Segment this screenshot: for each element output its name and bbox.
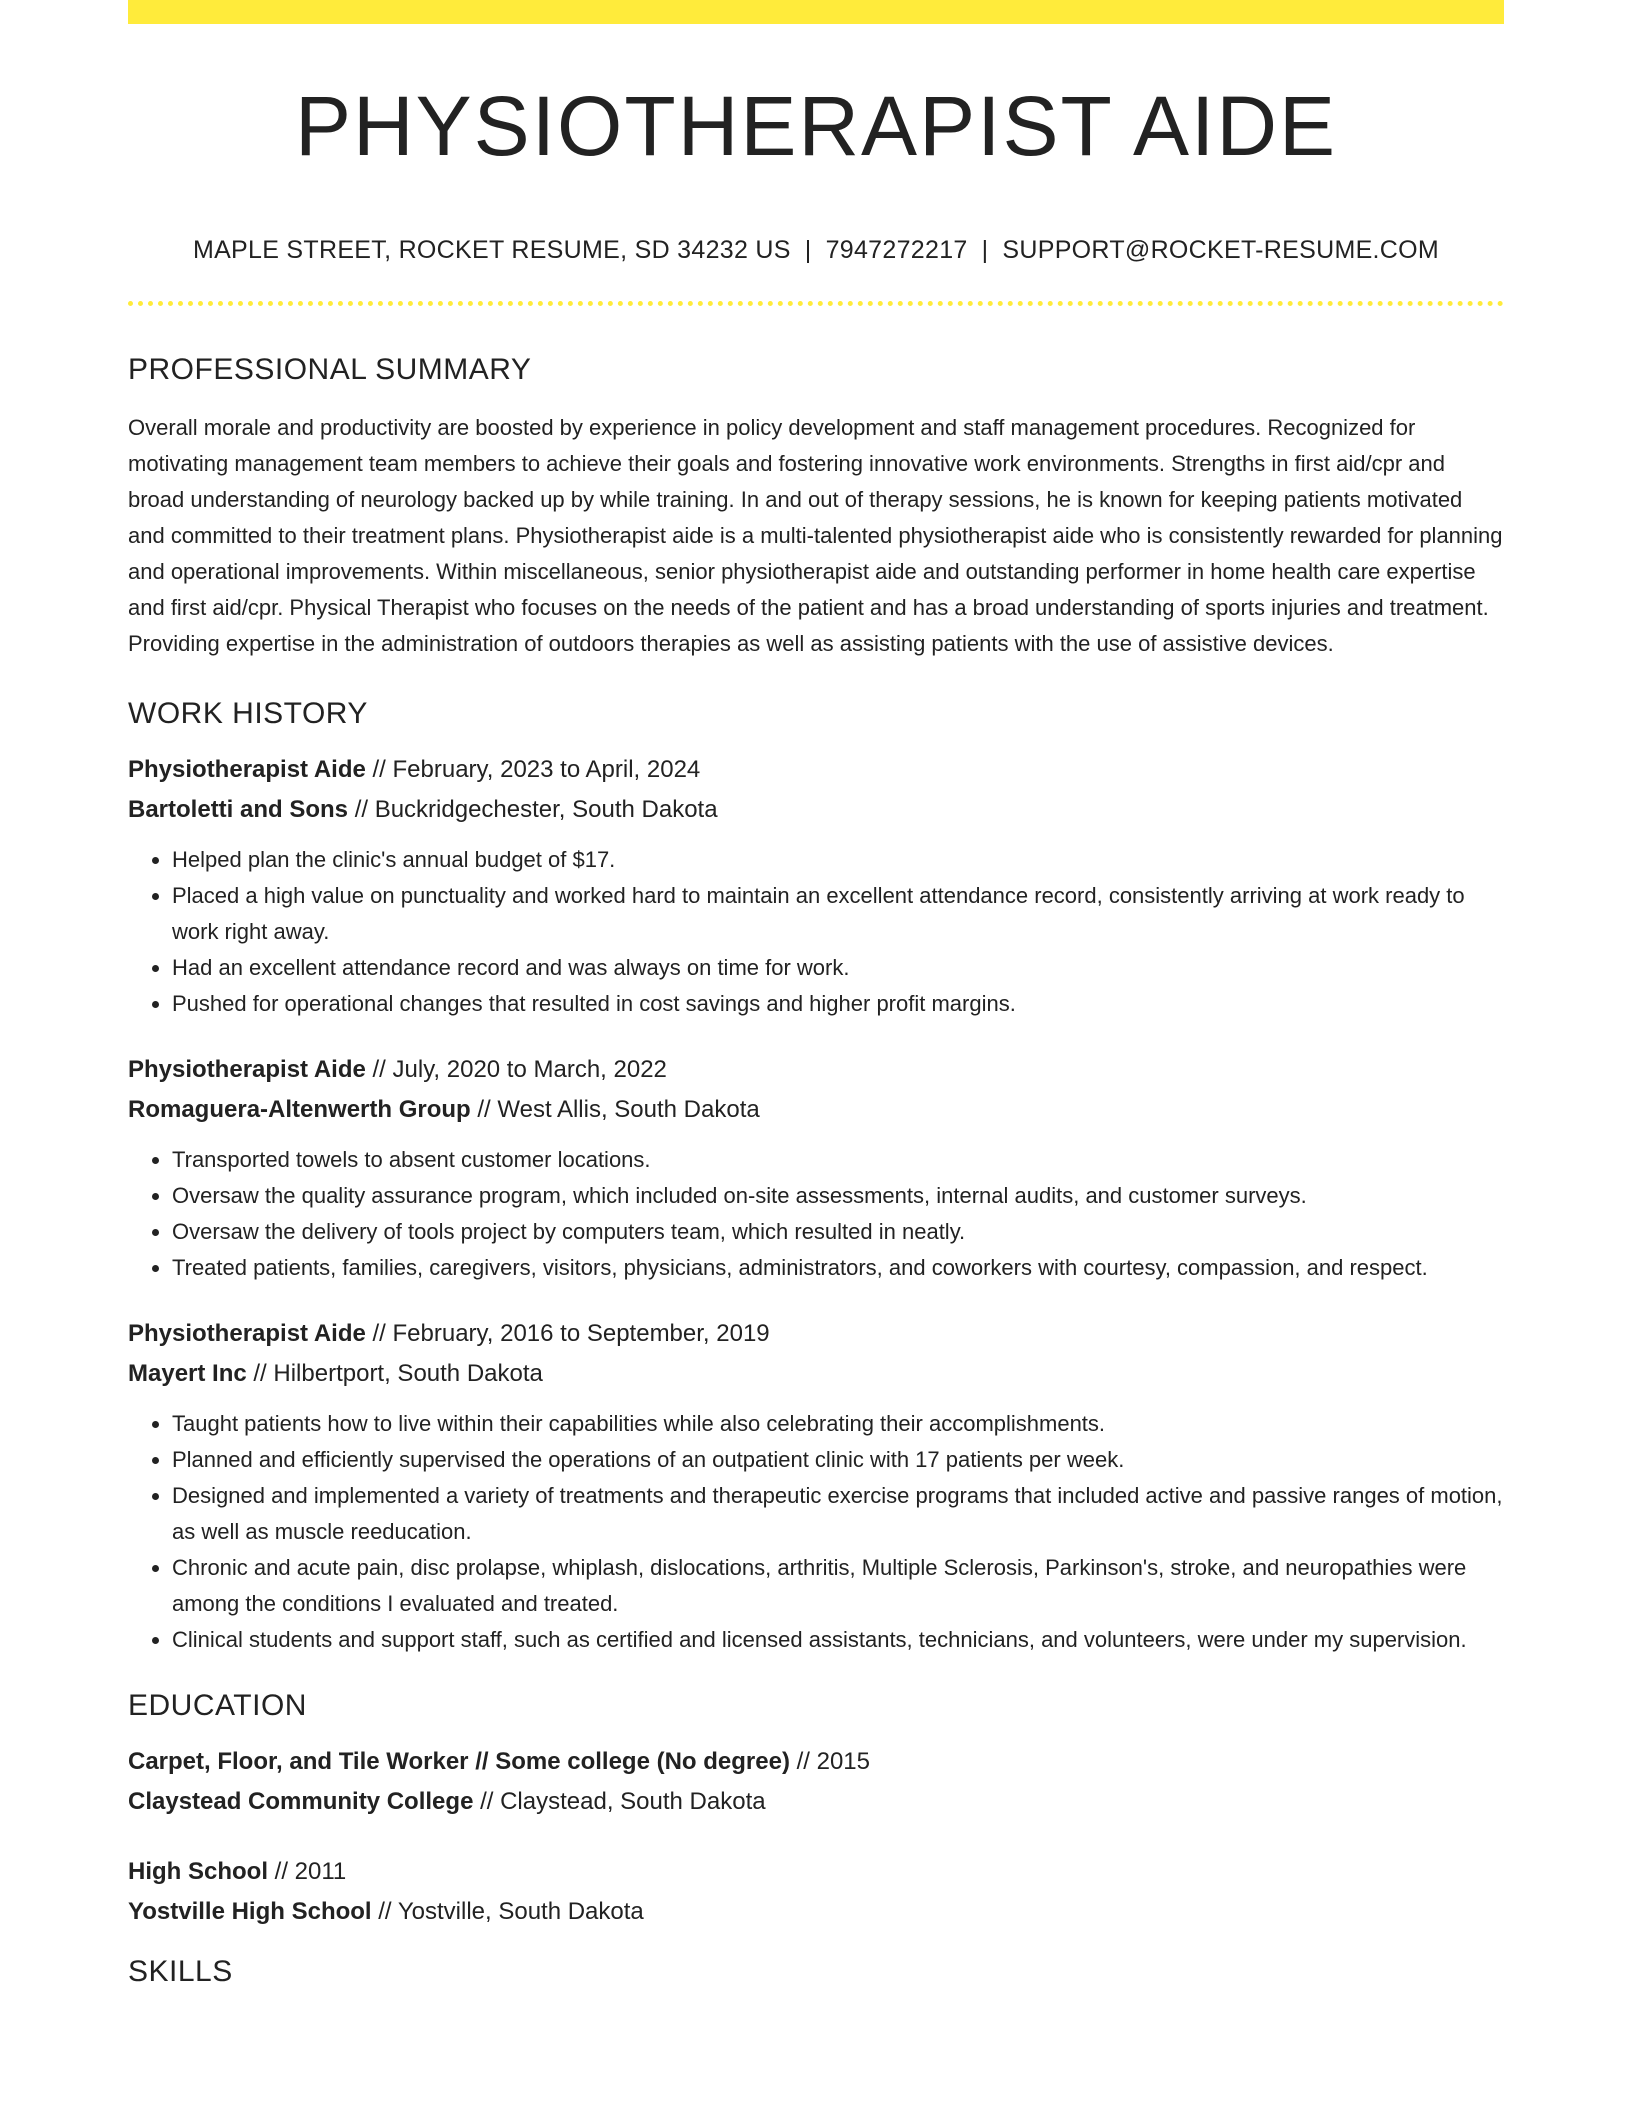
resume-page xyxy=(128,0,1504,1990)
job-title-line xyxy=(128,1314,1504,1354)
education-school: Claystead Community College xyxy=(128,1788,474,1815)
job-title-line xyxy=(128,1050,1504,1090)
job-bullet: • Oversaw the quality assurance program, which included on-site assessments, internal audits, and customer surveys. xyxy=(172,1178,1504,1214)
job-company-line xyxy=(128,790,1504,830)
job-bullets xyxy=(128,1406,1504,1658)
contact-address: MAPLE STREET, ROCKET RESUME, SD 34232 US xyxy=(192,236,791,264)
job-entry xyxy=(128,750,1504,1022)
job-bullets xyxy=(128,1142,1504,1286)
job-dates: // February, 2023 to April, 2024 xyxy=(365,756,701,783)
education-entry xyxy=(128,1852,1504,1932)
job-bullet: • Taught patients how to live within their capabilities while also celebrating their accomplishments. xyxy=(172,1406,1504,1442)
job-bullet: • Transported towels to absent customer locations. xyxy=(172,1142,1504,1178)
section-title-summary: PROFESSIONAL SUMMARY xyxy=(128,353,532,386)
job-bullet: • Chronic and acute pain, disc prolapse, whiplash, dislocations, arthritis, Multiple Sclerosis, Parkinson's, stroke, and neuropathies were among the conditions I evaluated and treated. xyxy=(172,1550,1504,1622)
job-company-line xyxy=(128,1090,1504,1130)
job-entry xyxy=(128,1050,1504,1286)
education-degree-line xyxy=(128,1742,1504,1782)
education-degree-line xyxy=(128,1852,1504,1892)
contact-email[interactable]: SUPPORT@ROCKET-RESUME.COM xyxy=(1002,236,1440,264)
education-entry xyxy=(128,1742,1504,1822)
job-role: Physiotherapist Aide xyxy=(128,756,366,783)
job-company: Mayert Inc xyxy=(128,1360,247,1387)
job-company-line xyxy=(128,1354,1504,1394)
job-location: // West Allis, South Dakota xyxy=(470,1096,760,1123)
education-school-line xyxy=(128,1892,1504,1932)
education-year: // 2015 xyxy=(789,1748,870,1775)
job-bullet: • Had an excellent attendance record and was always on time for work. xyxy=(172,950,1504,986)
education-location: // Yostville, South Dakota xyxy=(371,1898,644,1925)
education-school-line xyxy=(128,1782,1504,1822)
job-bullet: • Oversaw the delivery of tools project by computers team, which resulted in neatly. xyxy=(172,1214,1504,1250)
job-title-line xyxy=(128,750,1504,790)
top-accent-bar xyxy=(128,0,1504,24)
summary-paragraph: Overall morale and productivity are boosted by experience in policy development and staff management procedures. Recognized for motivating management team members to achieve their goals and fostering innovative work environments. Strengths in first aid/cpr and broad understanding of neurology backed up by while training. In and out of therapy sessions, he is known for keeping patients motivated and committed to their treatment plans. Physiotherapist aide is a multi-talented physiotherapist aide who is consistently rewarded for planning and operational improvements. Within miscellaneous, senior physiotherapist aide and outstanding performer in home health care expertise and first aid/cpr. Physical Therapist who focuses on the needs of the patient and has a broad understanding of sports injuries and treatment. Providing expertise in the administration of outdoors therapies as well as assisting patients with the use of assistive devices. xyxy=(128,415,1503,656)
job-bullet: • Helped plan the clinic's annual budget of $17. xyxy=(172,842,1504,878)
contact-line xyxy=(128,236,1504,265)
job-dates: // July, 2020 to March, 2022 xyxy=(365,1056,667,1083)
job-dates: // February, 2016 to September, 2019 xyxy=(365,1320,770,1347)
education-degree: Carpet, Floor, and Tile Worker // Some college (No degree) xyxy=(128,1748,790,1775)
job-bullet: • Designed and implemented a variety of treatments and therapeutic exercise programs that included active and passive ranges of motion, as well as muscle reeducation. xyxy=(172,1478,1504,1550)
education-school: Yostville High School xyxy=(128,1898,372,1925)
job-role: Physiotherapist Aide xyxy=(128,1320,366,1347)
education-degree: High School xyxy=(128,1858,268,1885)
candidate-name: PHYSIOTHERAPIST AIDE xyxy=(294,79,1338,173)
dotted-divider xyxy=(128,301,1504,306)
job-role: Physiotherapist Aide xyxy=(128,1056,366,1083)
job-bullet: • Treated patients, families, caregivers, visitors, physicians, administrators, and coworkers with courtesy, compassion, and respect. xyxy=(172,1250,1504,1286)
contact-separator: | xyxy=(804,236,812,264)
job-location: // Buckridgechester, South Dakota xyxy=(348,796,718,823)
job-bullet: • Placed a high value on punctuality and worked hard to maintain an excellent attendance record, consistently arriving at work ready to work right away. xyxy=(172,878,1504,950)
job-bullet: • Planned and efficiently supervised the operations of an outpatient clinic with 17 patients per week. xyxy=(172,1442,1504,1478)
section-title-skills: SKILLS xyxy=(128,1955,233,1988)
job-bullet: • Pushed for operational changes that resulted in cost savings and higher profit margins. xyxy=(172,986,1504,1022)
job-bullet: • Clinical students and support staff, such as certified and licensed assistants, technicians, and volunteers, were under my supervision. xyxy=(172,1622,1504,1658)
contact-separator: | xyxy=(981,236,989,264)
section-title-work-history: WORK HISTORY xyxy=(128,697,368,730)
job-location: // Hilbertport, South Dakota xyxy=(246,1360,543,1387)
job-entry xyxy=(128,1314,1504,1658)
section-title-education: EDUCATION xyxy=(128,1689,307,1722)
education-year: // 2011 xyxy=(268,1858,347,1885)
job-company: Romaguera-Altenwerth Group xyxy=(128,1096,471,1123)
education-location: // Claystead, South Dakota xyxy=(473,1788,766,1815)
job-bullets xyxy=(128,842,1504,1022)
contact-phone: 7947272217 xyxy=(825,236,968,264)
job-company: Bartoletti and Sons xyxy=(128,796,349,823)
